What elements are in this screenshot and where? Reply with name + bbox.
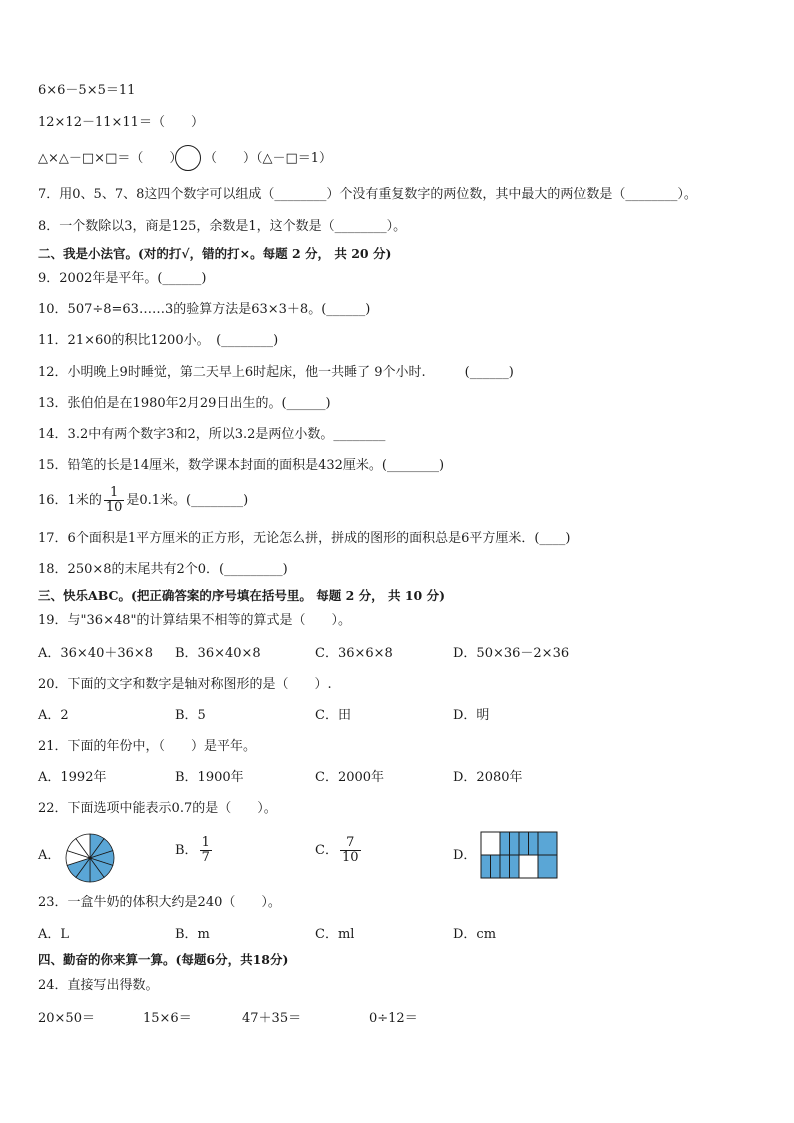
q21-option-d[interactable]: D．2080年	[453, 770, 523, 785]
q22-option-c[interactable]	[315, 836, 363, 865]
equation-line-3b: （ ）（△－□＝1）	[204, 151, 333, 166]
q20-option-b[interactable]: B．5	[175, 708, 206, 723]
grid-rectangle-figure	[480, 831, 558, 879]
fraction-numerator: 1	[201, 835, 210, 850]
question-15: 15．铅笔的长是14厘米，数学课本封面的面积是432厘米。(________)	[38, 458, 445, 473]
equation-line-2: 12×12－11×11＝（ ）	[38, 115, 204, 130]
question-22: 22．下面选项中能表示0.7的是（ ）。	[38, 801, 277, 816]
fraction-denominator: 10	[341, 850, 359, 865]
q20-option-c[interactable]: C．田	[315, 708, 351, 723]
q20-option-d[interactable]: D．明	[453, 708, 490, 723]
q21-option-a[interactable]: A．1992年	[38, 770, 107, 785]
q22-option-d-label[interactable]: D．	[453, 848, 477, 863]
grid-cell	[519, 855, 538, 878]
calc-item-2: 15×6＝	[143, 1011, 192, 1026]
q19-option-c[interactable]: C．36×6×8	[315, 646, 393, 661]
q19-option-b[interactable]: B．36×40×8	[175, 646, 261, 661]
q22-option-a-label[interactable]: A．	[38, 848, 61, 863]
pie-sectors	[66, 834, 114, 882]
fraction-one-seventh	[200, 836, 212, 865]
equation-line-1: 6×6－5×5＝11	[38, 83, 136, 98]
calc-item-4: 0÷12＝	[369, 1011, 418, 1026]
grid-cell	[481, 832, 500, 855]
question-11: 11．21×60的积比1200小。 (________)	[38, 333, 279, 348]
grid-cell	[538, 855, 557, 878]
question-10: 10．507÷8=63……3的验算方法是63×3＋8。(______)	[38, 302, 371, 317]
grid-cell	[538, 832, 557, 855]
q23-option-d[interactable]: D．cm	[453, 927, 497, 942]
q19-option-d[interactable]: D．50×36－2×36	[453, 646, 570, 661]
question-9: 9．2002年是平年。(______)	[38, 271, 207, 286]
fraction-seven-tenths	[340, 836, 361, 865]
question-16	[38, 486, 248, 515]
q22-option-b-label: B．	[175, 843, 198, 858]
q23-option-b[interactable]: B．m	[175, 927, 210, 942]
q20-option-a[interactable]: A．2	[38, 708, 69, 723]
question-16-prefix: 16．1米的	[38, 493, 102, 508]
fraction-numerator: 7	[340, 836, 361, 851]
question-20: 20．下面的文字和数字是轴对称图形的是（ ）.	[38, 677, 332, 692]
fraction-numerator: 1	[104, 486, 125, 501]
calc-item-3: 47＋35＝	[242, 1011, 302, 1026]
grid-cells	[481, 832, 557, 878]
section-3-title: 三、快乐ABC。(把正确答案的序号填在括号里。 每题 2 分， 共 10 分)	[38, 588, 445, 603]
q23-option-a[interactable]: A．L	[38, 927, 70, 942]
fraction-one-tenth	[104, 486, 125, 515]
question-21: 21．下面的年份中，（ ）是平年。	[38, 739, 257, 754]
question-14: 14．3.2中有两个数字3和2，所以3.2是两位小数。________	[38, 427, 386, 442]
question-12: 12．小明晚上9时睡觉，第二天早上6时起床，他一共睡了 9个小时. (______)	[38, 365, 514, 380]
question-16-suffix: 是0.1米。(________)	[126, 493, 249, 508]
q22-option-c-label: C．	[315, 843, 338, 858]
question-23: 23．一盒牛奶的体积大约是240（ ）。	[38, 895, 281, 910]
question-17: 17．6个面积是1平方厘米的正方形，无论怎么拼，拼成的图形的面积总是6平方厘米．(____)	[38, 531, 571, 546]
q19-option-a[interactable]: A．36×40＋36×8	[38, 646, 154, 661]
compare-circle[interactable]	[175, 145, 201, 171]
question-24: 24．直接写出得数。	[38, 978, 159, 993]
question-19: 19．与"36×48"的计算结果不相等的算式是（ ）。	[38, 613, 351, 628]
pie-circle-figure	[64, 832, 116, 884]
q21-option-c[interactable]: C．2000年	[315, 770, 385, 785]
q22-option-b[interactable]	[175, 836, 214, 865]
q21-option-b[interactable]: B．1900年	[175, 770, 244, 785]
fraction-denominator: 7	[201, 850, 210, 865]
q23-option-c[interactable]: C．ml	[315, 927, 355, 942]
section-4-title: 四、勤奋的你来算一算。(每题6分，共18分)	[38, 952, 289, 967]
fraction-denominator: 10	[105, 500, 123, 515]
equation-line-3a: △×△－□×□＝（ ）	[38, 151, 183, 166]
question-13: 13．张伯伯是在1980年2月29日出生的。(______)	[38, 396, 331, 411]
question-8: 8．一个数除以3，商是125，余数是1，这个数是（________）。	[38, 219, 407, 234]
question-7: 7．用0、5、7、8这四个数字可以组成（________）个没有重复数字的两位数，其中最大的两位数是（________）。	[38, 187, 697, 202]
calc-item-1: 20×50＝	[38, 1011, 95, 1026]
question-18: 18．250×8的末尾共有2个0．(_________)	[38, 562, 288, 577]
section-2-title: 二、我是小法官。(对的打√，错的打×。每题 2 分， 共 20 分)	[38, 246, 392, 261]
